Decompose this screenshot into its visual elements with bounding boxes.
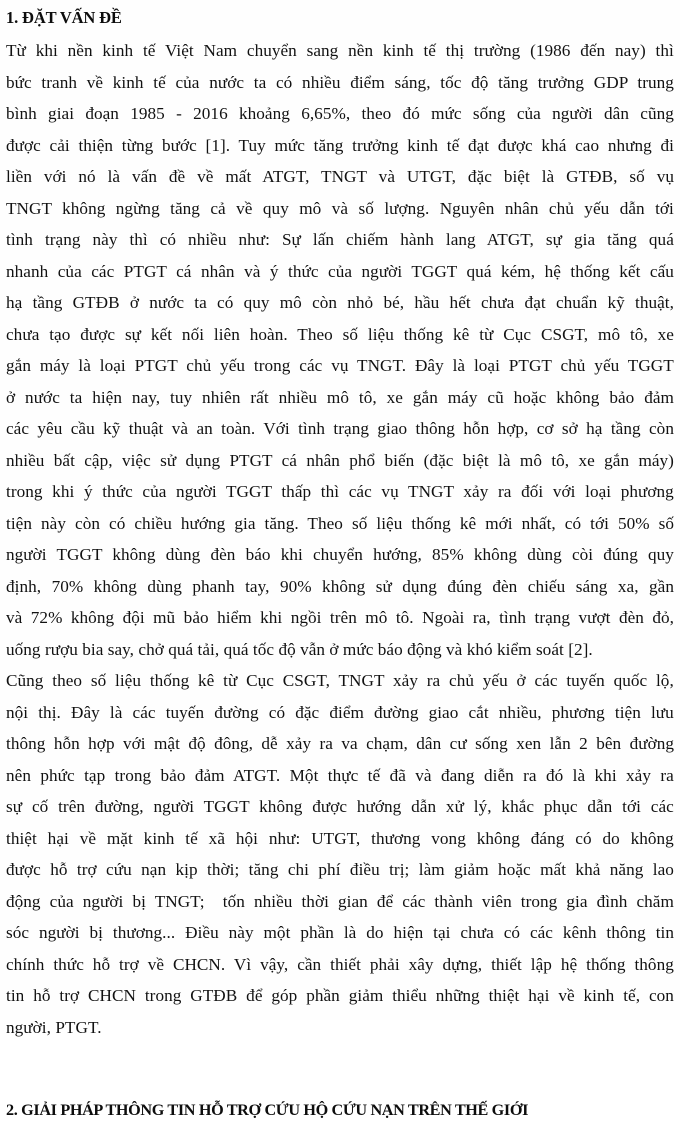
text-line: các yêu cầu kỹ thuật và an toàn. Với tình trạng giao thông hỗn hợp, cơ sở hạ tầng còn (6, 419, 674, 438)
text-line: chính thức hỗ trợ về CHCN. Vì vậy, cần thiết phải xây dựng, thiết lập hệ thống thông (6, 954, 674, 974)
section-heading-1: 1. ĐẶT VẤN ĐỀ (6, 8, 122, 27)
text-line: thiệt hại về mặt kinh tế xã hội như: UTGT, thương vong không đáng có do không (6, 828, 674, 848)
text-line: định, 70% không dùng phanh tay, 90% không sử dụng đúng đèn chiếu sáng xa, gần (6, 576, 674, 596)
text-line: uống rượu bia say, chở quá tải, quá tốc độ vẫn ở mức báo động và khó kiểm soát [2]. (6, 639, 593, 659)
text-line: nhiều bất cập, việc sử dụng PTGT cá nhân phổ biến (đặc biệt là mô tô, xe gắn máy) (6, 450, 674, 470)
text-line: nhanh của các PTGT cá nhân và ý thức của người TGGT quá kém, hệ thống kết cấu (6, 261, 674, 281)
paragraph-1 (6, 35, 674, 665)
text-line: động của người bị TNGT; tốn nhiều thời gian để các thành viên trong gia đình chăm (6, 891, 674, 911)
text-line: và 72% không đội mũ bảo hiểm khi ngồi trên mô tô. Ngoài ra, tình trạng vượt đèn đỏ, (6, 608, 675, 627)
text-line: Từ khi nền kinh tế Việt Nam chuyển sang nền kinh tế thị trường (1986 đến nay) thì (6, 41, 674, 60)
text-line: sự cố trên đường, người TGGT không được hướng dẫn xử lý, khắc phục dẫn tới các (6, 797, 674, 816)
text-line: tiện này còn có chiều hướng gia tăng. Theo số liệu thống kê mới nhất, có tới 50% số (6, 513, 675, 533)
paragraph-2 (6, 665, 674, 1043)
page-content (6, 0, 674, 1127)
text-line: trong khi ý thức của người TGGT thấp thì các vụ TNGT xảy ra đối với loại phương (6, 482, 674, 501)
text-line: được cải thiện từng bước [1]. Tuy mức tăng trưởng kinh tế đạt được khá cao nhưng đi (6, 135, 674, 155)
text-line: thông hỗn hợp với mật độ đông, dễ xảy ra va chạm, dân cư sống xen lẫn 2 bên đường (6, 734, 674, 753)
section-gap (6, 1043, 674, 1095)
text-line: nên phức tạp trong bảo đảm ATGT. Một thực tế đã và đang diễn ra đó là khi xảy ra (6, 765, 674, 785)
text-line: được hỗ trợ cứu nạn kịp thời; tăng chi phí điều trị; làm giảm hoặc mất khả năng lao (6, 860, 674, 879)
text-line: tình trạng này thì có nhiều như: Sự lấn chiếm hành lang ATGT, sự gia tăng quá (6, 230, 674, 249)
text-line: Cũng theo số liệu thống kê từ Cục CSGT, TNGT xảy ra chủ yếu ở các tuyến quốc lộ, (6, 671, 674, 690)
text-line: tin hỗ trợ CHCN trong GTĐB để góp phần giảm thiểu những thiệt hại về kinh tế, con (6, 986, 674, 1005)
text-line: bình giai đoạn 1985 - 2016 khoảng 6,65%, theo đó mức sống của người dân cũng (6, 104, 674, 123)
text-line: liền với nó là vấn đề về mất ATGT, TNGT và UTGT, đặc biệt là GTĐB, số vụ (6, 167, 674, 186)
text-line: ở nước ta hiện nay, tuy nhiên rất nhiều mô tô, xe gắn máy cũ hoặc không bảo đảm (6, 387, 674, 407)
text-line: chưa tạo được sự kết nối liên hoàn. Theo số liệu thống kê từ Cục CSGT, mô tô, xe (6, 324, 674, 344)
text-line: người, PTGT. (6, 1017, 102, 1037)
text-line: sóc người bị thương... Điều này một phần là do hiện tại chưa có các kênh thông tin (6, 923, 675, 942)
section-heading-2: 2. GIẢI PHÁP THÔNG TIN HỖ TRỢ CỨU HỘ CỨU NẠN TRÊN THẾ GIỚI (6, 1101, 529, 1119)
text-line: người TGGT không dùng đèn báo khi chuyển hướng, 85% không dùng còi đúng quy (6, 545, 674, 564)
text-line: gắn máy là loại PTGT chủ yếu trong các vụ TNGT. Đây là loại PTGT chủ yếu TGGT (6, 356, 674, 375)
text-line: hạ tầng GTĐB ở nước ta có quy mô còn nhỏ bé, hầu hết chưa đạt chuẩn kỹ thuật, (6, 293, 674, 312)
text-line: bức tranh về kinh tế của nước ta có nhiều điểm sáng, tốc độ tăng trưởng GDP trung (6, 72, 674, 92)
text-line: TNGT không ngừng tăng cả về quy mô và số lượng. Nguyên nhân chủ yếu dẫn tới (6, 198, 674, 218)
text-line: nội thị. Đây là các tuyến đường có đặc điểm đường giao cắt nhiều, phương tiện lưu (6, 702, 674, 722)
